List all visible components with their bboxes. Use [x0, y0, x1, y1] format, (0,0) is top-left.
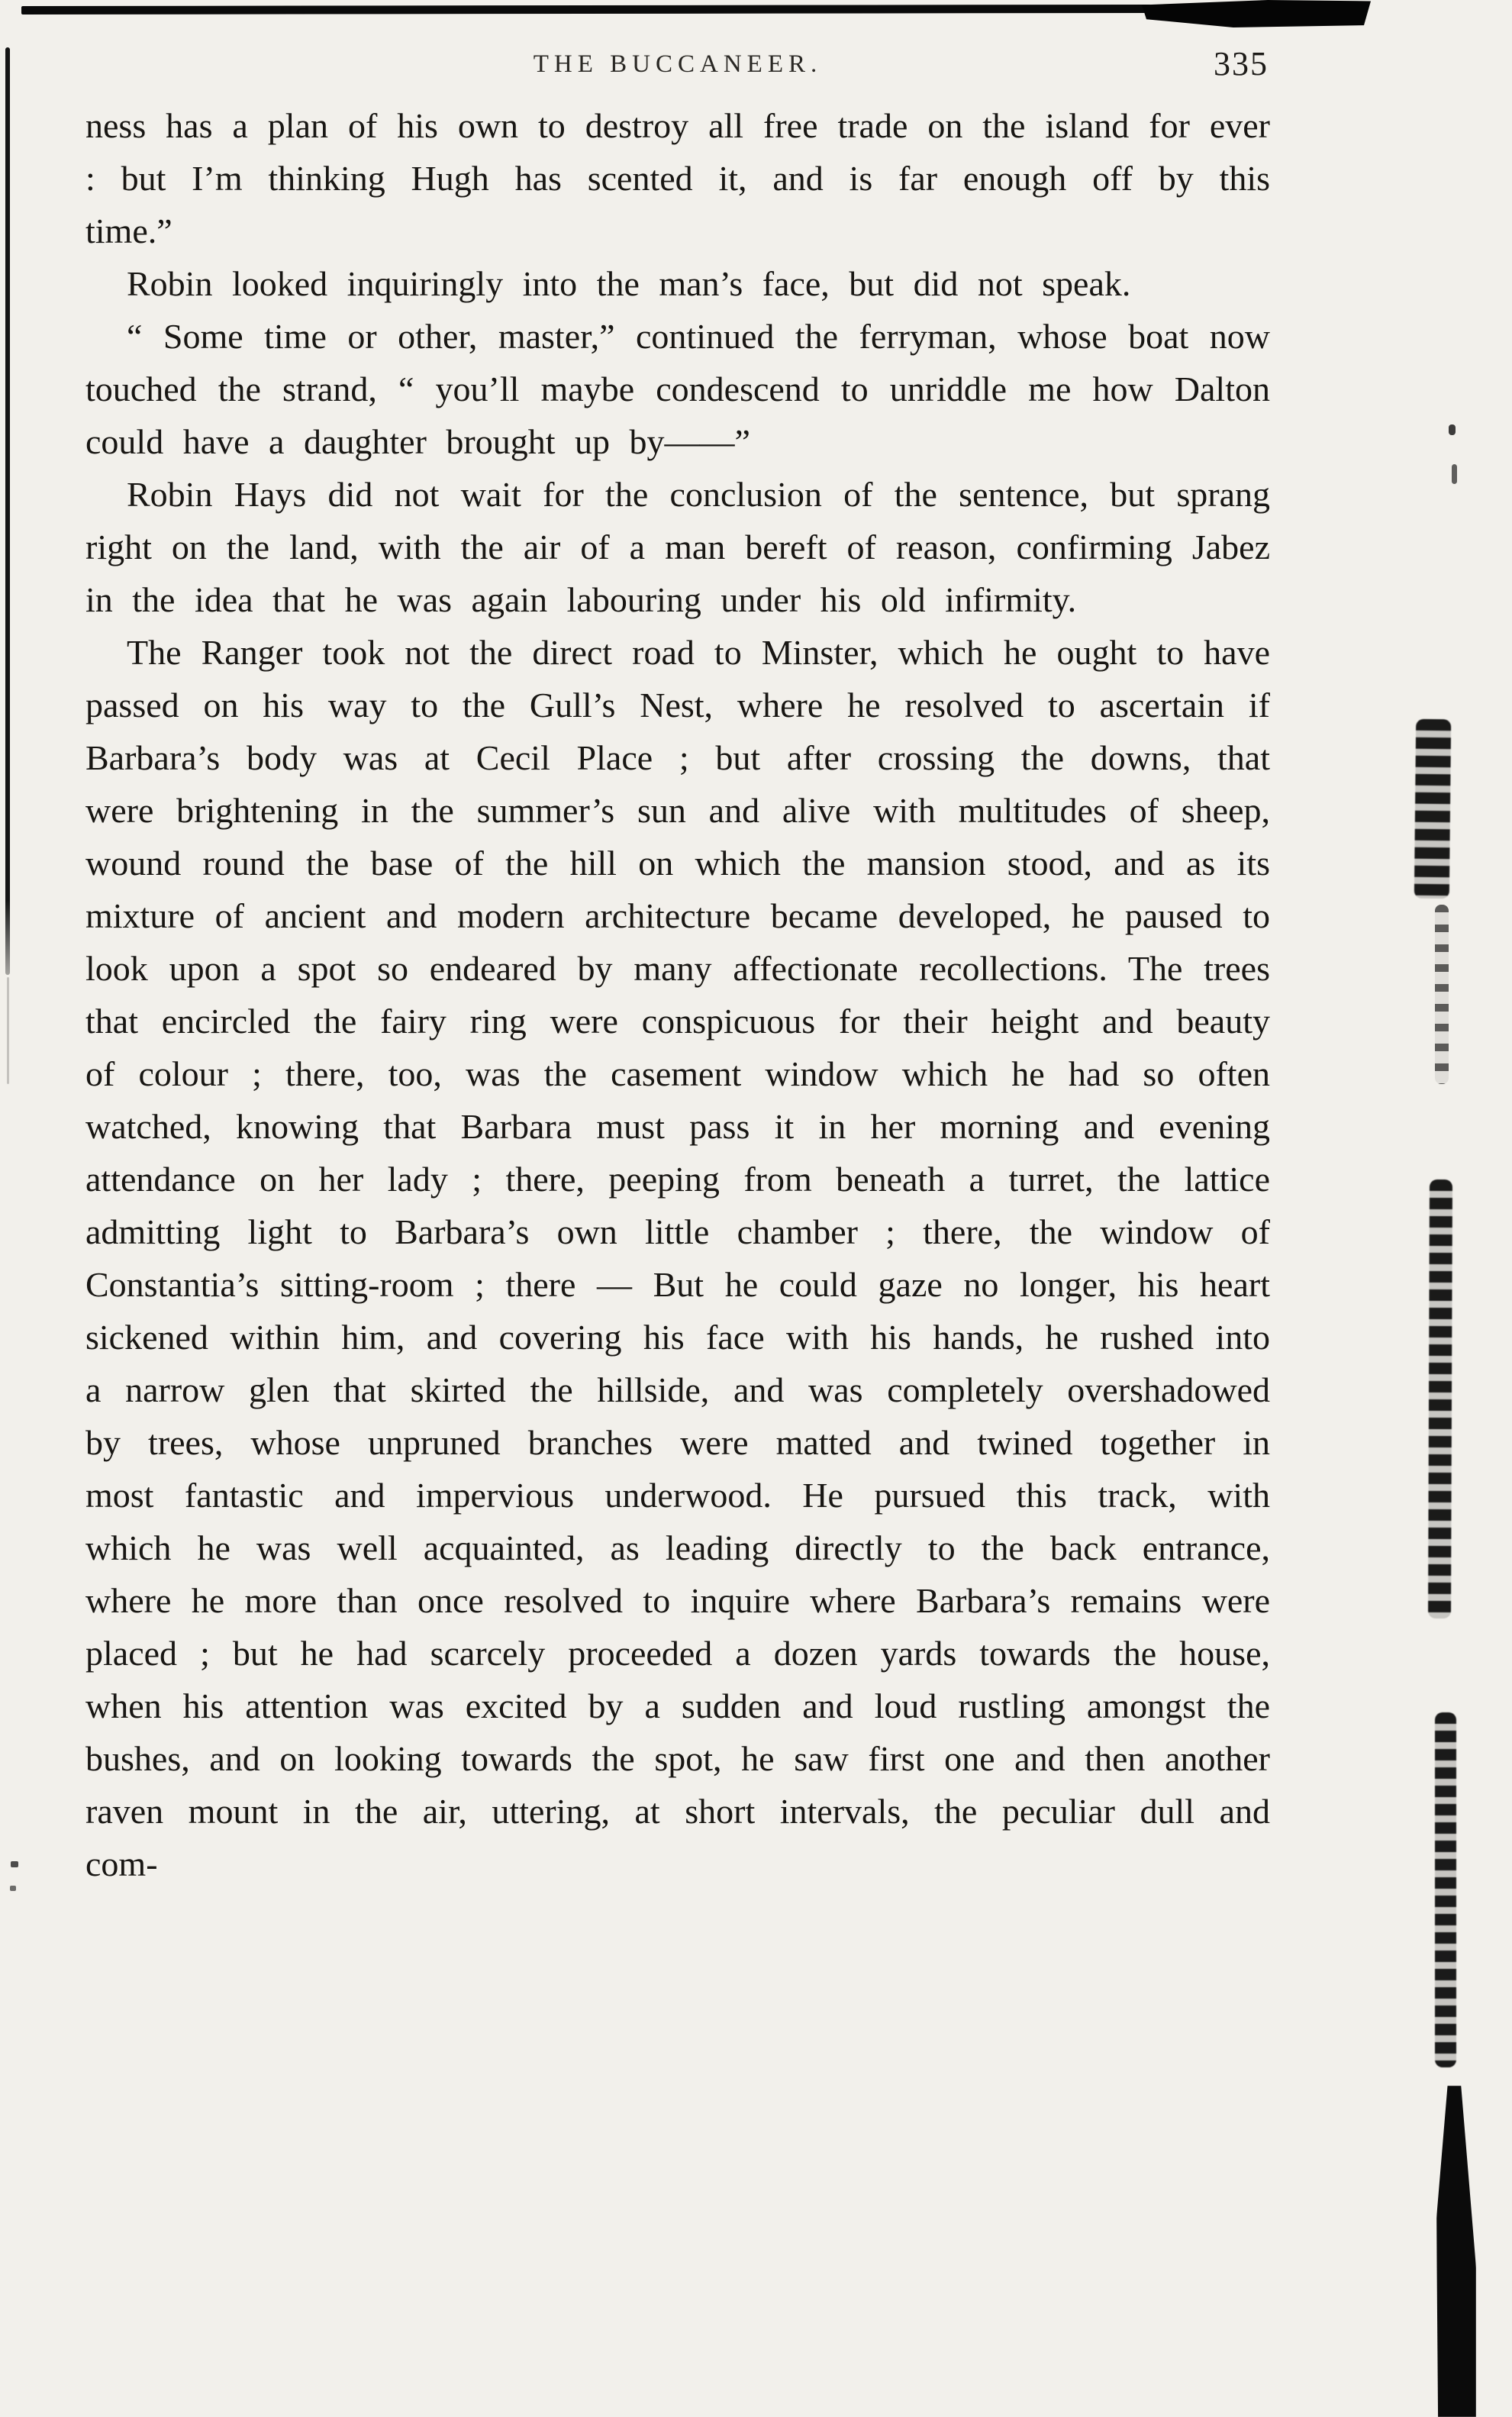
paragraph: The Ranger took not the direct road to Minster, which he ought to have passed on his way to the Gull’s Nest, where he resolved to ascertain if Barbara’s body was at Cecil Place ; but after crossing the downs, that were brightening in the summer’s sun and alive with multitudes of sheep, wound round the base of the hill on which the mansion stood, and as its mixture of ancient and modern architecture became developed, he paused to look upon a spot so endeared by many affectionate recollections. The trees that encircled the fairy ring were conspicuous for their height and beauty of colour ; there, too, was the casement window which he had so often watched, knowing that Barbara must pass it in her morning and evening attendance on her lady ; there, peeping from beneath a turret, the lattice admitting light to Barbara’s own little chamber ; there, the window of Constantia’s sitting-room ; there — But he could gaze no longer, his heart sickened within him, and covering his face with his hands, he rushed into a narrow glen that skirted the hillside, and was completely overshadowed by trees, whose unpruned branches were matted and twined together in most fantastic and impervious underwood. He pursued this track, with which he was well acquainted, as leading directly to the back entrance, where he more than once resolved to inquire where Barbara’s remains were placed ; but he had scarcely proceeded a dozen yards towards the house, when his attention was excited by a sudden and loud rustling amongst the bushes, and on looking towards the spot, he saw first one and then another raven mount in the air, uttering, at short intervals, the peculiar dull and com- [85, 633, 1270, 1883]
paragraph-continuation: ness has a plan of his own to destroy all free trade on the island for ever : but I’m thinking Hugh has scented it, and is far enough off by this time.” [85, 106, 1270, 250]
scan-artifact-left-edge-line-faint [7, 977, 9, 1084]
scan-artifact-left-margin-dash [10, 1886, 16, 1891]
scan-artifact-left-margin-dash [11, 1861, 18, 1867]
scan-artifact-right-bottom-streak [1436, 2086, 1476, 2417]
scan-artifact-right-margin-dot [1452, 464, 1457, 484]
running-title: THE BUCCANEER. [533, 50, 823, 78]
page-number: 335 [1214, 45, 1269, 82]
scan-artifact-top-right-blob [1142, 0, 1371, 27]
page-header [85, 45, 1270, 89]
paragraph: Robin Hays did not wait for the conclusion of the sentence, but sprang right on the land, with the air of a man bereft of reason, confirming Jabez in the idea that he was again labouring under his old infirmity. [85, 475, 1270, 619]
paragraph: Robin looked inquiringly into the man’s face, but did not speak. [127, 264, 1131, 303]
scan-artifact-left-edge-line [5, 47, 10, 975]
paragraph: “ Some time or other, master,” continued the ferryman, whose boat now touched the strand, “ you’ll maybe condescend to unriddle me how Dalton could have a daughter brought up by——” [85, 317, 1270, 461]
scan-artifact-right-streak [1435, 905, 1449, 1084]
scan-artifact-top-bar [21, 5, 1151, 15]
scan-artifact-right-streak [1435, 1712, 1456, 2067]
body-text [85, 99, 1270, 1890]
scan-artifact-right-margin-dot [1449, 424, 1456, 435]
scan-artifact-right-streak [1428, 1179, 1452, 1618]
scan-artifact-right-streak [1414, 719, 1451, 899]
